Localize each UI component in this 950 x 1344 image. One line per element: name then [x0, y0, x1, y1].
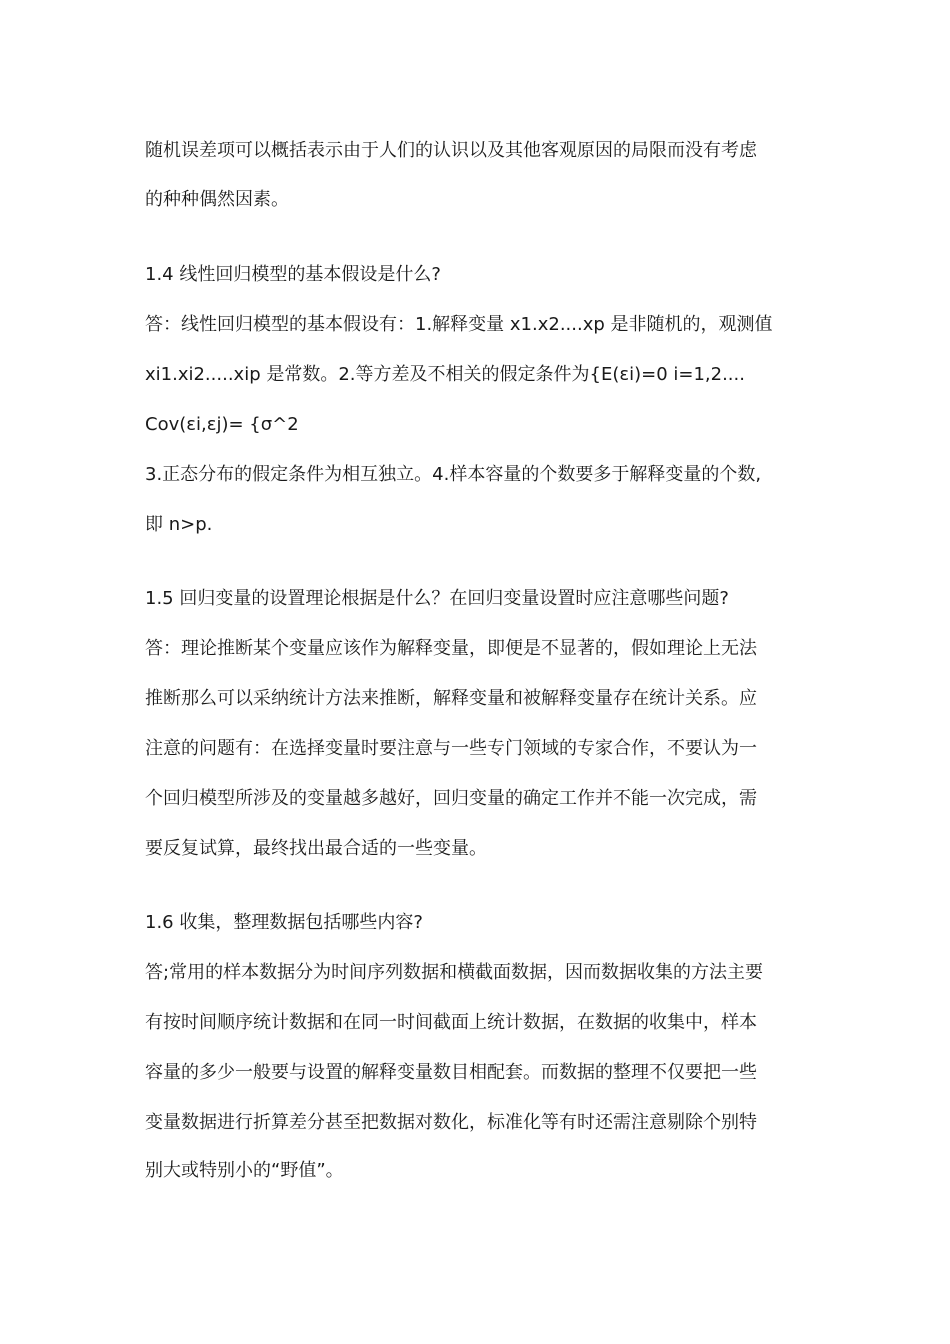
text-line: 有按时间顺序统计数据和在同一时间截面上统计数据，在数据的收集中，样本: [145, 1012, 757, 1033]
text-line: 答：理论推断某个变量应该作为解释变量，即便是不显著的，假如理论上无法: [145, 638, 757, 659]
text-line: 要反复试算，最终找出最合适的一些变量。: [145, 838, 487, 859]
question-heading: 1.5 回归变量的设置理论根据是什么？在回归变量设置时应注意哪些问题?: [145, 588, 729, 609]
text-line: 随机误差项可以概括表示由于人们的认识以及其他客观原因的局限而没有考虑: [145, 140, 757, 161]
question-heading: 1.6 收集，整理数据包括哪些内容?: [145, 912, 423, 933]
text-line: Cov(εi,εj)= {σ^2: [145, 414, 299, 435]
text-line: 变量数据进行折算差分甚至把数据对数化，标准化等有时还需注意剔除个别特: [145, 1112, 757, 1133]
text-line: 推断那么可以采纳统计方法来推断，解释变量和被解释变量存在统计关系。应: [145, 688, 757, 709]
text-line: 即 n>p.: [145, 514, 213, 535]
text-line: 答;常用的样本数据分为时间序列数据和横截面数据，因而数据收集的方法主要: [145, 962, 764, 983]
text-line: 答：线性回归模型的基本假设有：1.解释变量 x1.x2....xp 是非随机的，观测值: [145, 314, 773, 335]
question-heading: 1.4 线性回归模型的基本假设是什么?: [145, 264, 441, 285]
text-line: 3.正态分布的假定条件为相互独立。4.样本容量的个数要多于解释变量的个数,: [145, 464, 762, 485]
text-line: 的种种偶然因素。: [145, 189, 289, 210]
text-line: 个回归模型所涉及的变量越多越好，回归变量的确定工作并不能一次完成，需: [145, 788, 757, 809]
text-line: 别大或特别小的“野值”。: [145, 1160, 344, 1181]
text-line: 注意的问题有：在选择变量时要注意与一些专门领域的专家合作，不要认为一: [145, 738, 757, 759]
text-line: 容量的多少一般要与设置的解释变量数目相配套。而数据的整理不仅要把一些: [145, 1062, 757, 1083]
text-line: xi1.xi2.....xip 是常数。2.等方差及不相关的假定条件为{E(εi)=0 i=1,2....: [145, 364, 745, 385]
